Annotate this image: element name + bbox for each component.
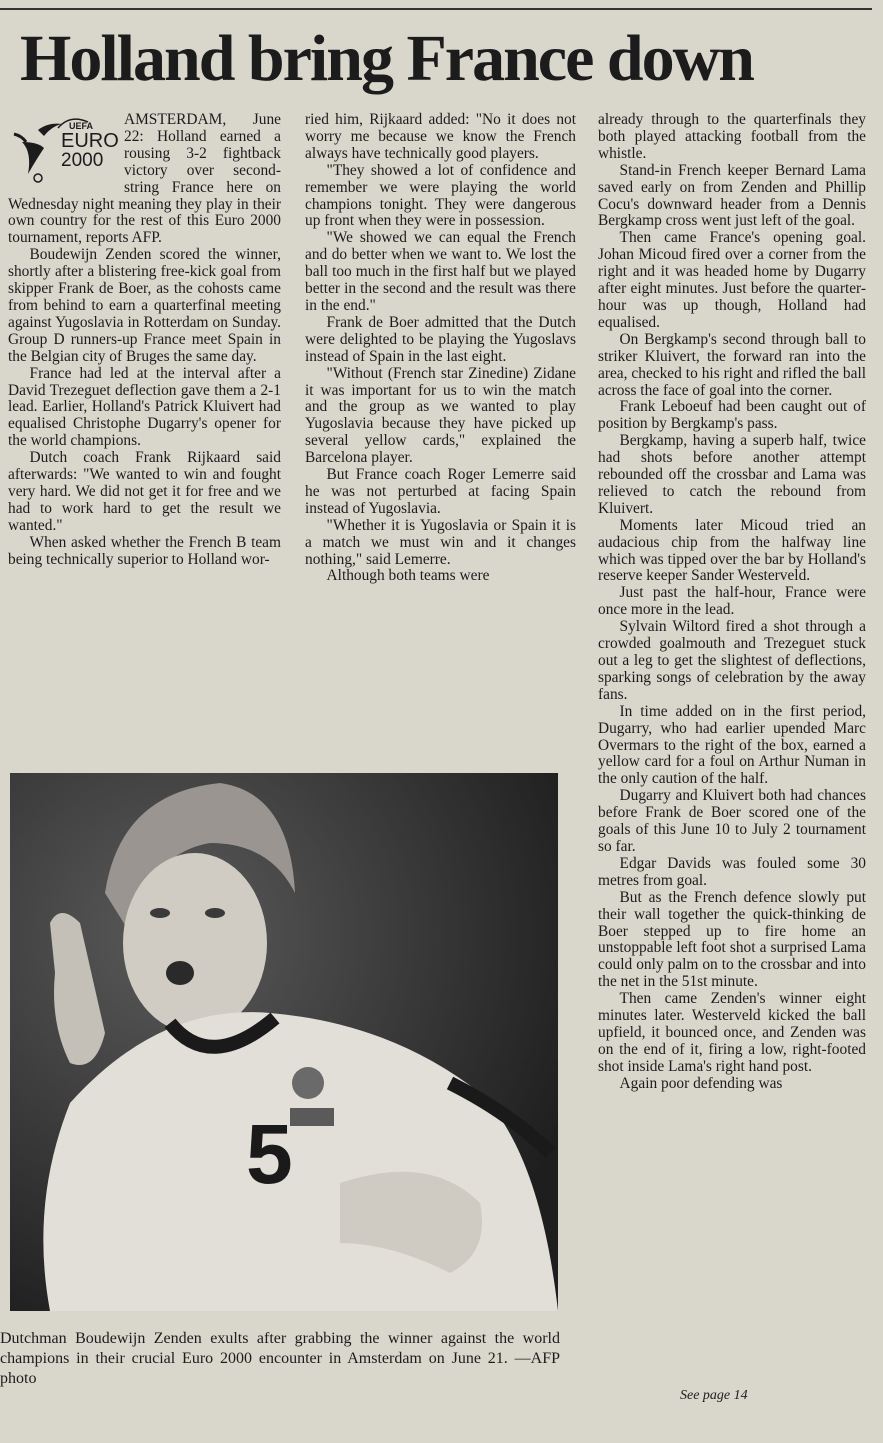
paragraph: Stand-in French keeper Bernard Lama saved early on from Zenden and Phillip Cocu's downward header from a Dennis Bergkamp cross went just left of the goal. bbox=[598, 161, 866, 230]
paragraph: When asked whether the French B team being technically superior to Holland wor- bbox=[8, 533, 281, 568]
paragraph: Bergkamp, having a superb half, twice had shots before another attempt rebounded off the crossbar and Lama was relieved to catch the rebound from Kluivert. bbox=[598, 432, 866, 517]
paragraph: AMSTERDAM, June 22: Holland earned a rousing 3-2 fightback victory over second-string France here on Wednesday night meaning they play in their own country for the rest of this Euro 2000 tournament, reports AFP. bbox=[8, 112, 281, 247]
paragraph: In time added on in the first period, Dugarry, who had earlier upended Marc Overmars to the right of the box, earned a yellow card for a foul on Arthur Numan in the only caution of the half. bbox=[598, 702, 866, 788]
article-column-3 bbox=[598, 112, 866, 1412]
paragraph: Frank de Boer admitted that the Dutch were delighted to be playing the Yugoslavs instead of Spain in the last eight. bbox=[305, 313, 576, 365]
jersey-number: 5 bbox=[246, 1107, 293, 1201]
paragraph: "Without (French star Zinedine) Zidane it was important for us to win the match and the group as we wanted to play Yugoslavia because they have picked up several yellow cards," explained the Barcelona player. bbox=[305, 364, 576, 467]
paragraph: Sylvain Wiltord fired a shot through a crowded goalmouth and Trezeguet stuck out a leg to get the slightest of deflections, sparking songs of celebration by the away fans. bbox=[598, 618, 866, 703]
news-photo bbox=[10, 773, 558, 1311]
paragraph: France had led at the interval after a David Trezeguet deflection gave them a 2-1 lead. Earlier, Holland's Patrick Kluivert had equalised Christophe Dugarry's opener for the world champions. bbox=[8, 364, 281, 450]
paragraph: Although both teams were bbox=[326, 567, 490, 585]
headline: Holland bring France down bbox=[20, 22, 753, 95]
logo-uefa-text: UEFA bbox=[69, 121, 94, 131]
euro-2000-logo bbox=[8, 112, 120, 188]
paragraph: Frank Leboeuf had been caught out of position by Bergkamp's pass. bbox=[598, 398, 866, 433]
logo-euro-text: EURO bbox=[61, 130, 119, 152]
player-photo-icon bbox=[10, 773, 558, 1311]
paragraph: Boudewijn Zenden scored the winner, shortly after a blistering free-kick goal from skipper Frank de Boer, as the cohosts came from behind to earn a quarterfinal meeting against Yugoslavia in Rotterdam on Sunday. Group D runners-up France meet Spain in the Belgian city of Bruges the same day. bbox=[8, 246, 281, 365]
paragraph: already through to the quarterfinals they both played attacking football from the whistle. bbox=[598, 112, 866, 162]
paragraph: "We showed we can equal the French and do better when we want to. We lost the ball too much in the first half but we played better in the second and the result was there in the end." bbox=[305, 229, 576, 314]
paragraph: Edgar Davids was fouled some 30 metres from goal. bbox=[598, 854, 866, 889]
top-rule bbox=[0, 8, 872, 10]
photo-caption: Dutchman Boudewijn Zenden exults after grabbing the winner against the world champions in their crucial Euro 2000 encounter in Amsterdam on June 21. —AFP photo bbox=[0, 1330, 560, 1387]
paragraph: Again poor defending was bbox=[619, 1074, 783, 1092]
logo-year-text: 2000 bbox=[61, 150, 104, 171]
article-column-2 bbox=[305, 112, 576, 752]
paragraph: But France coach Roger Lemerre said he was not perturbed at facing Spain instead of Yugoslavia. bbox=[305, 466, 576, 517]
article-column-1 bbox=[8, 112, 281, 757]
paragraph: "They showed a lot of confidence and remember we were playing the world champions tonight. They were dangerous up front when they were in possession. bbox=[305, 161, 576, 230]
paragraph: ried him, Rijkaard added: "No it does not worry me because we know the French always have technically good players. bbox=[305, 112, 576, 162]
paragraph: On Bergkamp's second through ball to striker Kluivert, the forward ran into the area, checked to his right and rifled the ball across the face of goal into the corner. bbox=[598, 330, 866, 399]
continued-see-page: See page 14 bbox=[680, 1388, 748, 1403]
paragraph: Moments later Micoud tried an audacious chip from the halfway line which was tipped over the bar by Holland's reserve keeper Sander Westerveld. bbox=[598, 516, 866, 585]
paragraph: Dugarry and Kluivert both had chances before Frank de Boer scored one of the goals of this June 10 to July 2 tournament so far. bbox=[598, 787, 866, 855]
paragraph: But as the French defence slowly put their wall together the quick-thinking de Boer stepped up to fire home an unstoppable left foot shot a surprised Lama could only palm on to the crossbar and into the net in the 51st minute. bbox=[598, 888, 866, 991]
paragraph: "Whether it is Yugoslavia or Spain it is a match we must win and it changes nothing," said Lemerre. bbox=[305, 516, 576, 568]
paragraph: Just past the half-hour, France were once more in the lead. bbox=[598, 584, 866, 619]
paragraph: Then came France's opening goal. Johan Micoud fired over a corner from the right and it was headed home by Dugarry after eight minutes. Just before the quarter-hour was up though, Holland had equalised. bbox=[598, 229, 866, 331]
paragraph: Then came Zenden's winner eight minutes later. Westerveld kicked the ball upfield, it bounced once, and Zenden was on the end of it, firing a low, right-footed shot inside Lama's right hand post. bbox=[598, 990, 866, 1075]
paragraph: Dutch coach Frank Rijkaard said afterwards: "We wanted to win and fought very hard. We did not get it for free and we had to work hard to get the result we wanted." bbox=[8, 449, 281, 534]
